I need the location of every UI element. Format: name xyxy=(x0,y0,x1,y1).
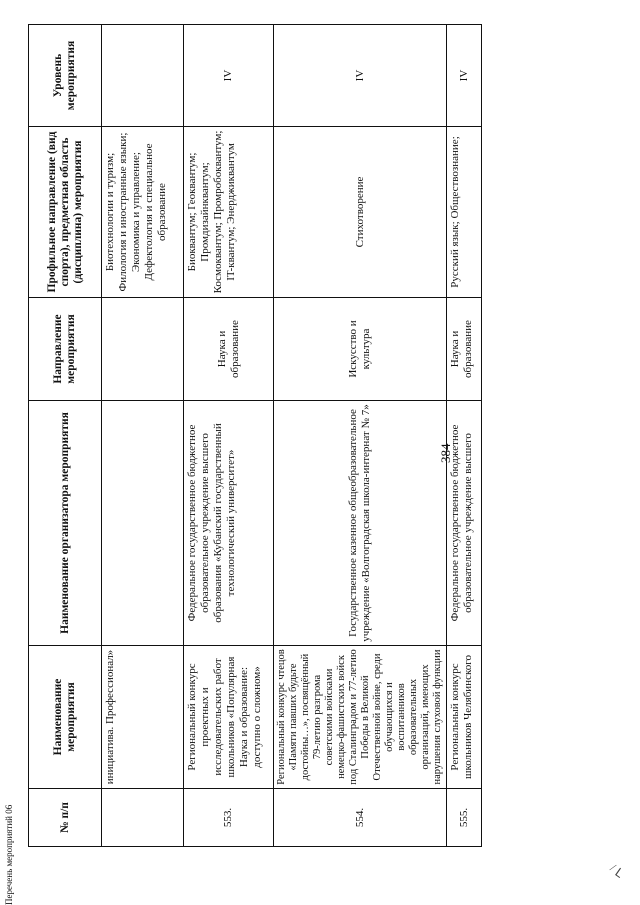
header-direction: Направление мероприятия xyxy=(29,298,102,401)
row-name: Региональный конкурс проектных и исследовательских работ школьников «Популярная Наука и образование: доступно о сложном» xyxy=(184,646,274,789)
header-organizer: Наименование организатора мероприятия xyxy=(29,401,102,646)
row-direction: Наука и образование xyxy=(184,298,274,401)
table-row xyxy=(274,25,447,847)
footer-text: Перечень мероприятий 06 xyxy=(4,804,14,905)
handwritten-mark: ᒣ / xyxy=(607,860,627,881)
row-num: 553. xyxy=(184,789,274,847)
header-level: Уровень мероприятия xyxy=(29,25,102,127)
row-num: 554. xyxy=(274,789,447,847)
row-direction: Наука и образование xyxy=(447,298,482,401)
row-level: IV xyxy=(447,25,482,127)
row-profile: Биоквантум; Геоквантум; Промдизайнквантум; Космоквантум; Промробоквантум; IT-квантум; Энерджиквантум xyxy=(184,127,274,298)
header-profile: Профильное направление (вид спорта), предметная область (дисциплина) мероприятия xyxy=(29,127,102,298)
row-level: IV xyxy=(274,25,447,127)
events-table xyxy=(28,24,482,847)
row-name: Региональный конкурс чтецов «Памяти павших будьте достойны…», посвящённый 79-летию разгрома советскими войсками немецко-фашистских войск под Сталинградом и 77-летию Победы в Великой Отечественной войне, среди обучающихся и воспитанников образовательных организаций, имеющих нарушения слуховой функции xyxy=(274,646,447,789)
row-organizer: Государственное казенное общеобразовательное учреждение «Волгоградская школа-интернат № 7» xyxy=(274,401,447,646)
row-organizer: Федеральное государственное бюджетное образовательное учреждение высшего образования «Кубанский государственный технологический университет» xyxy=(184,401,274,646)
row-num xyxy=(102,789,184,847)
table-row xyxy=(447,25,482,847)
row-profile: Стихотворение xyxy=(274,127,447,298)
row-profile: Биотехнологии и туризм; Филология и иностранные языки; Экономика и управление; Дефектология и специальное образование xyxy=(102,127,184,298)
row-name: Региональный конкурс школьников Челябинского xyxy=(447,646,482,789)
header-row xyxy=(29,25,102,847)
row-num: 555. xyxy=(447,789,482,847)
header-name: Наименование мероприятия xyxy=(29,646,102,789)
row-direction: Искусство и культура xyxy=(274,298,447,401)
row-profile: Русский язык; Обществознание; xyxy=(447,127,482,298)
row-name: инициатива. Профессионал» xyxy=(102,646,184,789)
table-row xyxy=(102,25,184,847)
row-level: IV xyxy=(184,25,274,127)
page-number: 384 xyxy=(438,443,453,463)
header-num: № п/п xyxy=(29,789,102,847)
row-direction xyxy=(102,298,184,401)
row-level xyxy=(102,25,184,127)
row-organizer xyxy=(102,401,184,646)
row-organizer: Федеральное государственное бюджетное образовательное учреждение высшего xyxy=(447,401,482,646)
table-row xyxy=(184,25,274,847)
